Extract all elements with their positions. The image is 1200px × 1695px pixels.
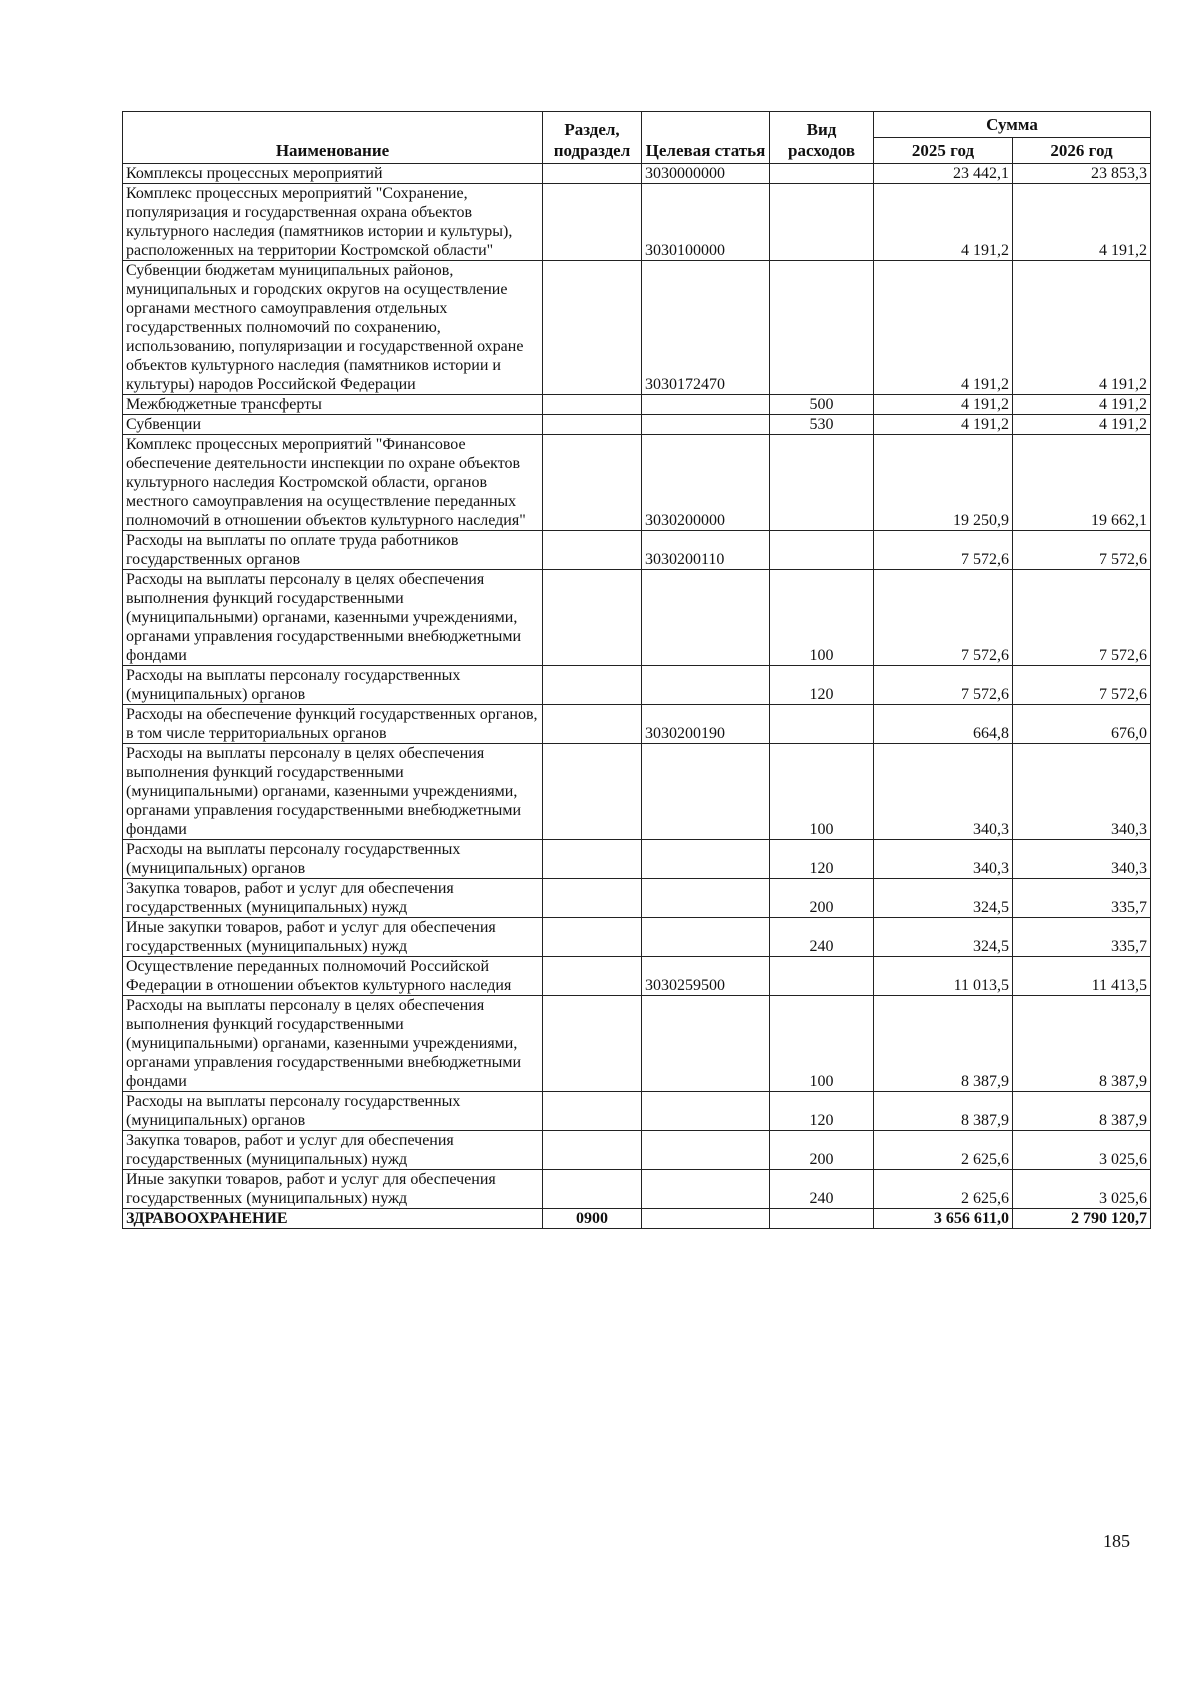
row-target [642,1092,770,1131]
row-section [543,744,642,840]
row-sum-2025: 324,5 [874,879,1013,918]
row-sum-2025: 3 656 611,0 [874,1209,1013,1229]
row-expense-type [770,531,874,570]
row-section [543,840,642,879]
row-name: Расходы на выплаты персоналу государственных (муниципальных) органов [123,666,543,705]
row-name: Закупка товаров, работ и услуг для обеспечения государственных (муниципальных) нужд [123,1131,543,1170]
table-row [123,1170,1151,1209]
row-name: Расходы на выплаты персоналу в целях обеспечения выполнения функций государственными (муниципальными) органами, казенными учреждениями, органами управления государственными внебюджетными фондами [123,744,543,840]
table-row [123,996,1151,1092]
row-sum-2026: 4 191,2 [1013,184,1151,261]
row-sum-2026: 4 191,2 [1013,261,1151,395]
row-target [642,666,770,705]
row-sum-2025: 19 250,9 [874,435,1013,531]
row-sum-2026: 676,0 [1013,705,1151,744]
row-sum-2026: 11 413,5 [1013,957,1151,996]
row-sum-2026: 7 572,6 [1013,531,1151,570]
table-row [123,666,1151,705]
table-row [123,918,1151,957]
row-section [543,184,642,261]
row-name: Субвенции бюджетам муниципальных районов, муниципальных и городских округов на осуществление органами местного самоуправления отдельных государственных полномочий по сохранению, использованию, популяризации и государственной охране объектов культурного наследия (памятников истории и культуры) народов Российской Федерации [123,261,543,395]
row-expense-type: 200 [770,1131,874,1170]
row-section [543,666,642,705]
row-target: 3030259500 [642,957,770,996]
row-expense-type: 240 [770,1170,874,1209]
row-section [543,1092,642,1131]
row-name: Расходы на выплаты персоналу в целях обеспечения выполнения функций государственными (муниципальными) органами, казенными учреждениями, органами управления государственными внебюджетными фондами [123,570,543,666]
row-name: Расходы на выплаты персоналу в целях обеспечения выполнения функций государственными (муниципальными) органами, казенными учреждениями, органами управления государственными внебюджетными фондами [123,996,543,1092]
row-sum-2025: 11 013,5 [874,957,1013,996]
row-target [642,879,770,918]
row-section [543,996,642,1092]
row-section [543,531,642,570]
table-row [123,261,1151,395]
table-header-row [123,112,1151,138]
row-sum-2026: 340,3 [1013,840,1151,879]
row-section [543,164,642,184]
row-section [543,415,642,435]
budget-table [122,111,1151,1229]
row-sum-2026: 3 025,6 [1013,1131,1151,1170]
total-row [123,1209,1151,1229]
row-section [543,1170,642,1209]
row-expense-type: 240 [770,918,874,957]
row-expense-type [770,435,874,531]
table-row [123,879,1151,918]
header-year-2026: 2026 год [1013,138,1151,164]
table-row [123,184,1151,261]
row-section [543,570,642,666]
row-target: 3030200190 [642,705,770,744]
row-sum-2025: 4 191,2 [874,415,1013,435]
row-name: Комплекс процессных мероприятий "Финансовое обеспечение деятельности инспекции по охране объектов культурного наследия Костромской области, органов местного самоуправления на осуществление переданных полномочий в отношении объектов культурного наследия" [123,435,543,531]
row-name: Расходы на обеспечение функций государственных органов, в том числе территориальных органов [123,705,543,744]
row-sum-2026: 2 790 120,7 [1013,1209,1151,1229]
row-name: Закупка товаров, работ и услуг для обеспечения государственных (муниципальных) нужд [123,879,543,918]
row-sum-2025: 7 572,6 [874,666,1013,705]
row-name: Осуществление переданных полномочий Российской Федерации в отношении объектов культурного наследия [123,957,543,996]
table-row [123,570,1151,666]
row-sum-2025: 2 625,6 [874,1170,1013,1209]
row-sum-2025: 340,3 [874,840,1013,879]
row-expense-type: 530 [770,415,874,435]
row-expense-type: 120 [770,840,874,879]
row-target: 3030200000 [642,435,770,531]
header-name: Наименование [123,112,543,164]
row-name: Иные закупки товаров, работ и услуг для обеспечения государственных (муниципальных) нужд [123,918,543,957]
row-name: Комплексы процессных мероприятий [123,164,543,184]
row-name: Расходы на выплаты персоналу государственных (муниципальных) органов [123,1092,543,1131]
row-sum-2026: 4 191,2 [1013,415,1151,435]
table-body [123,164,1151,1229]
header-section: Раздел, подраздел [543,112,642,164]
row-expense-type: 500 [770,395,874,415]
row-expense-type: 100 [770,744,874,840]
row-sum-2025: 4 191,2 [874,261,1013,395]
row-sum-2026: 340,3 [1013,744,1151,840]
row-expense-type [770,1209,874,1229]
row-target [642,415,770,435]
row-name: Комплекс процессных мероприятий "Сохранение, популяризация и государственная охрана объектов культурного наследия (памятников истории и культуры), расположенных на территории Костромской области" [123,184,543,261]
row-sum-2026: 335,7 [1013,879,1151,918]
row-expense-type: 120 [770,666,874,705]
row-expense-type [770,164,874,184]
row-section [543,261,642,395]
table-row [123,1092,1151,1131]
row-name: Расходы на выплаты персоналу государственных (муниципальных) органов [123,840,543,879]
row-sum-2025: 664,8 [874,705,1013,744]
row-section [543,395,642,415]
row-sum-2026: 19 662,1 [1013,435,1151,531]
row-section [543,435,642,531]
table-row [123,744,1151,840]
row-target [642,1209,770,1229]
row-sum-2025: 7 572,6 [874,531,1013,570]
row-sum-2026: 23 853,3 [1013,164,1151,184]
table-row [123,531,1151,570]
row-target [642,1131,770,1170]
row-sum-2026: 7 572,6 [1013,666,1151,705]
row-sum-2025: 8 387,9 [874,1092,1013,1131]
table-row [123,164,1151,184]
row-sum-2025: 8 387,9 [874,996,1013,1092]
header-expense-type: Вид расходов [770,112,874,164]
row-target: 3030100000 [642,184,770,261]
table-row [123,957,1151,996]
row-target [642,570,770,666]
row-target: 3030000000 [642,164,770,184]
row-target [642,918,770,957]
header-sum: Сумма [874,112,1151,138]
row-expense-type [770,261,874,395]
budget-sheet [122,111,1150,1229]
row-section [543,879,642,918]
row-sum-2025: 340,3 [874,744,1013,840]
row-section [543,918,642,957]
row-target [642,840,770,879]
row-name: Расходы на выплаты по оплате труда работников государственных органов [123,531,543,570]
row-name: Межбюджетные трансферты [123,395,543,415]
row-sum-2026: 3 025,6 [1013,1170,1151,1209]
row-name: ЗДРАВООХРАНЕНИЕ [123,1209,543,1229]
row-sum-2025: 4 191,2 [874,184,1013,261]
row-section [543,705,642,744]
header-year-2025: 2025 год [874,138,1013,164]
row-section: 0900 [543,1209,642,1229]
table-row [123,395,1151,415]
row-target [642,395,770,415]
row-sum-2026: 7 572,6 [1013,570,1151,666]
table-row [123,415,1151,435]
row-expense-type: 100 [770,570,874,666]
row-sum-2026: 335,7 [1013,918,1151,957]
row-sum-2025: 7 572,6 [874,570,1013,666]
row-target [642,996,770,1092]
row-target [642,1170,770,1209]
row-sum-2025: 4 191,2 [874,395,1013,415]
row-sum-2026: 8 387,9 [1013,1092,1151,1131]
row-sum-2025: 324,5 [874,918,1013,957]
row-sum-2026: 8 387,9 [1013,996,1151,1092]
row-expense-type [770,705,874,744]
row-expense-type: 120 [770,1092,874,1131]
page-number: 185 [1103,1531,1130,1551]
row-target: 3030200110 [642,531,770,570]
row-target: 3030172470 [642,261,770,395]
row-sum-2025: 23 442,1 [874,164,1013,184]
table-row [123,435,1151,531]
row-expense-type: 100 [770,996,874,1092]
row-target [642,744,770,840]
row-sum-2026: 4 191,2 [1013,395,1151,415]
row-sum-2025: 2 625,6 [874,1131,1013,1170]
row-expense-type: 200 [770,879,874,918]
table-row [123,1131,1151,1170]
table-row [123,705,1151,744]
row-name: Иные закупки товаров, работ и услуг для обеспечения государственных (муниципальных) нужд [123,1170,543,1209]
header-target: Целевая статья [642,112,770,164]
row-expense-type [770,184,874,261]
row-name: Субвенции [123,415,543,435]
row-section [543,1131,642,1170]
row-expense-type [770,957,874,996]
table-row [123,840,1151,879]
row-section [543,957,642,996]
